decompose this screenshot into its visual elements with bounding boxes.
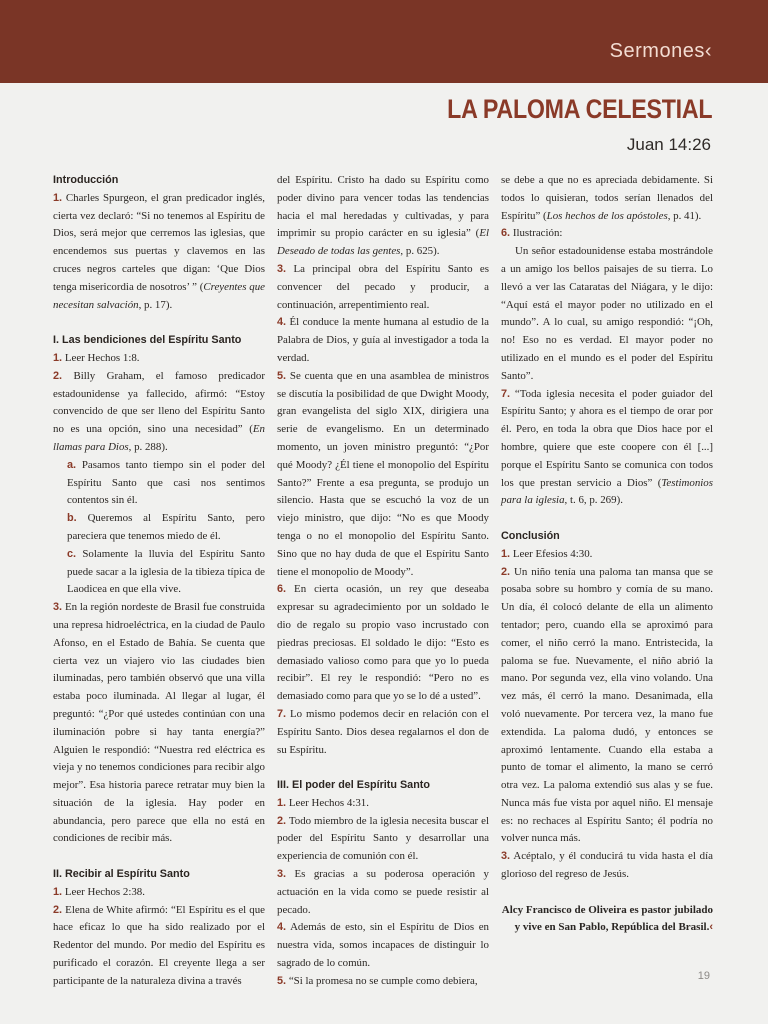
article-title: LA PALOMA CELESTIAL: [446, 94, 712, 124]
paragraph: 1. Leer Hechos 1:8.: [53, 351, 140, 364]
scripture-reference: Juan 14:26: [626, 135, 711, 154]
paragraph: 7. Lo mismo podemos decir en relación con el Espíritu Santo. Dios desea regalarnos el don de su Espíritu.: [277, 707, 489, 756]
section-heading-1: I. Las bendiciones del Espíritu Santo: [53, 334, 242, 347]
column-3: [501, 172, 713, 937]
paragraph: 6. En cierta ocasión, un rey que deseaba expresar su agradecimiento por un soldado le dio de regalo su propio vaso incrustado con piedras preciosas. El soldado le dijo: “Esto es demasiado valioso como para que yo lo pueda recibir”. El rey le respondió: “Pero no es demasiado como para que yo se lo dé a usted”.: [277, 583, 489, 703]
section-heading-introduction: Introducción: [53, 174, 119, 186]
paragraph: 2. Todo miembro de la iglesia necesita buscar el poder del Espíritu Santo y desarrollar una experiencia de comunión con él.: [277, 814, 489, 863]
paragraph: 1. Leer Hechos 4:31.: [277, 796, 369, 809]
sub-point: b. Queremos al Espíritu Santo, pero pareciera que tenemos miedo de él.: [67, 512, 265, 542]
page-number: 19: [697, 970, 710, 982]
section-label: Sermones‹: [609, 40, 712, 62]
paragraph: 1. Leer Hechos 2:38.: [53, 885, 145, 898]
paragraph: 1. Charles Spurgeon, el gran predicador inglés, cierta vez declaró: “Si no tenemos al Espíritu de Dios, será mejor que cerremos las iglesias, que encendemos sus puertas y clavemos en las cruces negros carteles que digan: ‘Que Dios tenga misericordia de nosotros’ ” (Creyentes que necesitan salvación, p. 17).: [53, 191, 265, 311]
paragraph: 5. Se cuenta que en una asamblea de ministros se discutía la posibilidad de que Dwight Moody, gran evangelista del siglo XIX, dirigiera una serie de evangelismo. En un determinado momento, un joven ministro preguntó: “¿Por qué Moody? ¿Él tiene el monopolio del Espíritu Santo?” Frente a esa pregunta, se produjo un silencio. Hasta que se escuchó la voz de un viejo ministro, que dijo: “No es que Moody tenga o no el monopolio del Espíritu Santo. Sino que no hay duda de que el Espíritu Santo tiene el monopolio de Moody”.: [277, 369, 489, 578]
sub-point: a. Pasamos tanto tiempo sin el poder del Espíritu Santo que casi nos sentimos contentos sin él.: [67, 458, 265, 507]
author-bio: Alcy Francisco de Oliveira es pastor jubilado y vive en San Pablo, República del Brasil.‹: [501, 903, 713, 934]
paragraph: 3. Acéptalo, y él conducirá tu vida hasta el día glorioso del regreso de Jesús.: [501, 850, 713, 881]
paragraph: 3. En la región nordeste de Brasil fue construida una represa hidroeléctrica, en la ciudad de Paulo Afonso, en el Estado de Bahía. Se cuenta que cierta vez un viajero vio las ciudades bien iluminadas, pero también observó que una villa estaba poco iluminada. Al llegar al lugar, él preguntó: “¿Por qué ustedes continúan con una iluminación pobre si hay tanta energía?” Alguien le respondió: “Nuestra red eléctrica es vieja y no tenemos condiciones para recibir algo mejor”. Esa historia parece retratar muy bien la situación de la iglesia. Hay poder en abundancia, pero parece que ella no está en condiciones de recibir más.: [53, 601, 265, 845]
section-heading-2: II. Recibir al Espíritu Santo: [53, 868, 190, 881]
paragraph: 6. Ilustración:: [501, 227, 563, 240]
column-2: [277, 172, 489, 991]
paragraph: 5. “Si la promesa no se cumple como debiera,: [277, 974, 478, 987]
paragraph: 2. Billy Graham, el famoso predicador estadounidense ya fallecido, afirmó: “Estoy convencido de que ser lleno del Espíritu Santo no es una opción, sino una necesidad” (En llamas para Dios, p. 288).: [53, 369, 265, 453]
paragraph: Un señor estadounidense estaba mostrándole a un amigo los bellos paisajes de su tierra. Lo llevó a ver las Cataratas del Niágara, y le dijo: “Aquí está el mayor poder no utilizado en el mundo”. A lo cual, su amigo respondió: “¡Oh, no! Eso no es verdad. El mayor poder no utilizado en el mundo es el poder del Espíritu Santo”.: [501, 245, 713, 382]
paragraph: 7. “Toda iglesia necesita el poder guiador del Espíritu Santo; y ahora es el tiempo de orar por él. Pero, en toda la obra que Dios hace por el hombre, quiere que este coopere con él [...] porque el Espíritu Santo se comunica con todos los que prestan servicio a Dios” (Testimonios para la iglesia, t. 6, p. 269).: [501, 387, 713, 507]
paragraph: 2. Un niño tenía una paloma tan mansa que se posaba sobre su hombro y comía de su mano. Un día, él colocó delante de ella un alimento tentador; pero, cuando ella se aproximó para comer, el niño cerró la mano. Entristecida, la paloma se fue. Nuevamente, el niño abrió la mano. Por segunda vez, ella vino volando. Una vez más, él cerró la mano. Desanimada, ella voló nuevamente. Por tercera vez, la mano fue extendida. La paloma dudó, y entonces se aproximó lentamente. Cuando ella estaba a punto de tomar el alimento, la mano se cerró otra vez. La paloma extendió sus alas y se fue. Nunca más fue vista por aquel niño. El mensaje es: no rechaces al Espíritu Santo; él podría no volver nunca más.: [501, 565, 713, 845]
paragraph: 3. Es gracias a su poderosa operación y actuación en la vida como se puede resistir al pecado.: [277, 868, 489, 916]
paragraph: 1. Leer Efesios 4:30.: [501, 547, 593, 560]
column-1: [53, 172, 265, 991]
paragraph: 4. Él conduce la mente humana al estudio de la Palabra de Dios, y guía al investigador a toda la verdad.: [277, 316, 489, 364]
paragraph: 4. Además de esto, sin el Espíritu de Dios en nuestra vida, somos incapaces de distinguir lo sagrado de lo común.: [277, 921, 489, 970]
paragraph: del Espíritu. Cristo ha dado su Espíritu como poder divino para vencer todas las tendencias hacia el mal heredadas y cultivadas, y para imprimir su propio carácter en su iglesia” (El Deseado de todas las gentes, p. 625).: [277, 174, 489, 258]
paragraph: se debe a que no es apreciada debidamente. Si todos lo quisieran, todos serían llenados del Espíritu” (Los hechos de los apóstoles, p. 41).: [501, 174, 713, 222]
paragraph: 2. Elena de White afirmó: “El Espíritu es el que hace eficaz lo que ha sido realizado por el Redentor del mundo. Por medio del Espíritu es purificado el corazón. El creyente llega a ser participante de la naturaleza divina a través: [53, 903, 265, 987]
section-heading-3: III. El poder del Espíritu Santo: [277, 779, 430, 792]
section-heading-conclusion: Conclusión: [501, 529, 560, 542]
paragraph: 3. La principal obra del Espíritu Santo es convencer del pecado y producir, a continuación, arrepentimiento real.: [277, 262, 489, 311]
sub-point: c. Solamente la lluvia del Espíritu Santo puede sacar a la iglesia de la tibieza típica de Laodicea en que ella vive.: [67, 547, 265, 596]
